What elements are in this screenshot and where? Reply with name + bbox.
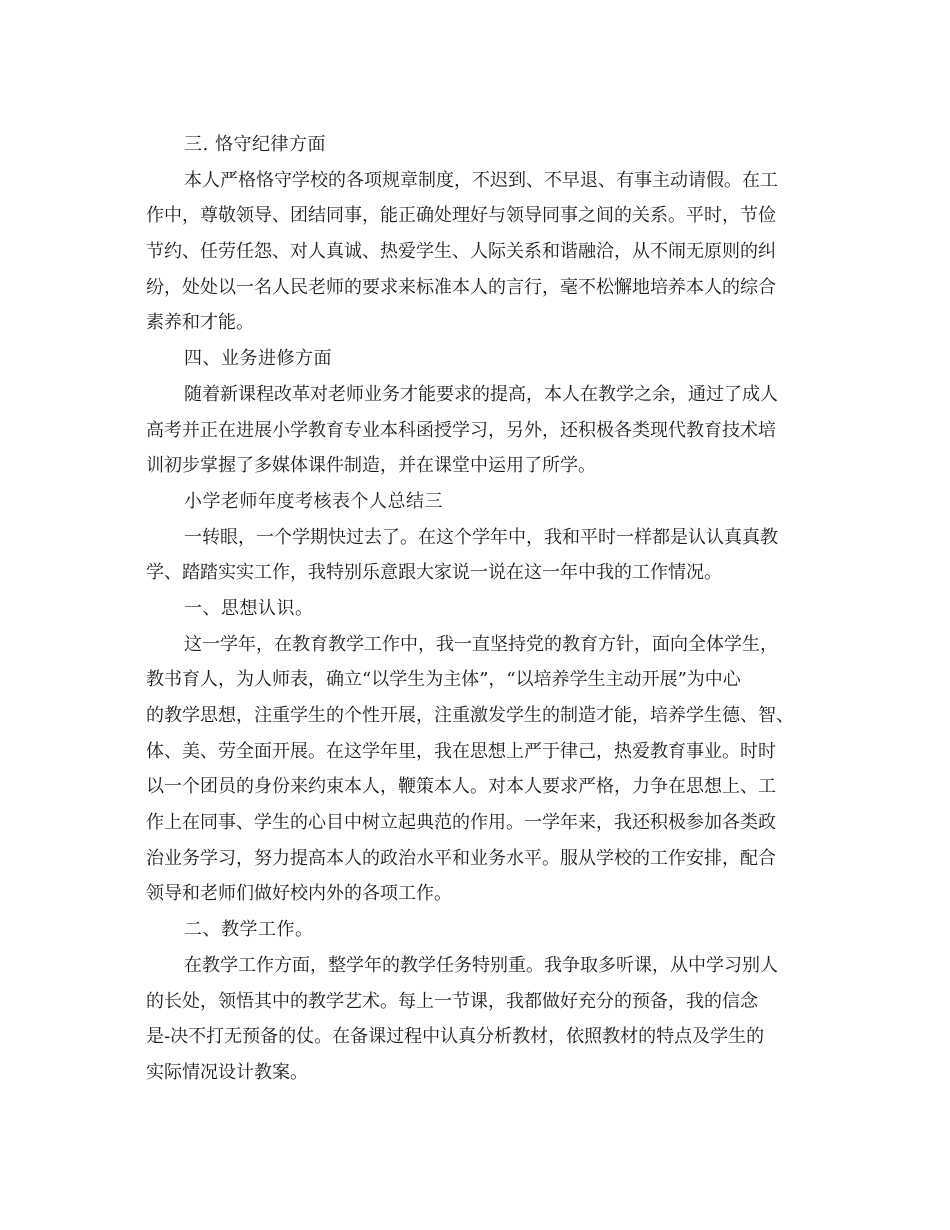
section-heading: 三. 恪守纪律方面 — [184, 134, 326, 155]
section-heading: 二、教学工作。 — [184, 919, 314, 941]
paragraph-line: 在教学工作方面，整学年的教学任务特别重。我争取多听课，从中学习别人 — [184, 954, 778, 976]
paragraph-line: 的教学思想，注重学生的个性开展，注重激发学生的制造才能，培养学生德、智、 — [146, 705, 794, 726]
paragraph-line: 作中，尊敬领导、团结同事，能正确处理好与领导同事之间的关系。平时，节俭 — [146, 205, 776, 227]
paragraph-line: 这一学年，在教育教学工作中，我一直坚持党的教育方针，面向全体学生， — [184, 633, 778, 655]
paragraph-line: 本人严格恪守学校的各项规章制度，不迟到、不早退、有事主动请假。在工 — [184, 169, 778, 191]
paragraph-line: 素养和才能。 — [146, 312, 254, 334]
document-body — [146, 127, 810, 1091]
paragraph-line: 体、美、劳全面开展。在这学年里，我在思想上严于律己，热爱教育事业。时时 — [146, 740, 776, 762]
paragraph-line: 作上在同事、学生的心目中树立起典范的作用。一学年来，我还积极参加各类政 — [146, 812, 776, 834]
paragraph-line: 高考并正在进展小学教育专业本科函授学习，另外，还积极各类现代教育技术培 — [146, 419, 776, 441]
paragraph-line: 的长处，领悟其中的教学艺术。每上一节课，我都做好充分的预备，我的信念 — [146, 990, 758, 1012]
paragraph-line: 训初步掌握了多媒体课件制造，并在课堂中运用了所学。 — [146, 455, 596, 477]
paragraph-line: 节约、任劳任怨、对人真诚、热爱学生、人际关系和谐融洽，从不闹无原则的纠 — [146, 241, 776, 263]
paragraph-line: 学、踏踏实实工作，我特别乐意跟大家说一说在这一年中我的工作情况。 — [146, 562, 722, 584]
paragraph-line: 是-决不打无预备的仗。在备课过程中认真分析教材，依照教材的特点及学生的 — [146, 1026, 765, 1048]
paragraph-line: 随着新课程改革对老师业务才能要求的提高，本人在教学之余，通过了成人 — [184, 383, 778, 405]
paragraph-line: 领导和老师们做好校内外的各项工作。 — [146, 883, 452, 905]
section-heading: 一、思想认识。 — [184, 597, 314, 619]
paragraph-line: 一转眼，一个学期快过去了。在这个学年中，我和平时一样都是认认真真教 — [184, 526, 778, 548]
section-heading: 四、业务进修方面 — [184, 348, 332, 370]
paragraph-line: 以一个团员的身份来约束本人，鞭策本人。对本人要求严格，力争在思想上、工 — [146, 776, 776, 798]
paragraph-line: 治业务学习，努力提高本人的政治水平和业务水平。服从学校的工作安排，配合 — [146, 847, 776, 869]
paragraph-line: 教书育人，为人师表，确立“以学生为主体”，“以培养学生主动开展”为中心 — [146, 669, 741, 691]
paragraph-line: 实际情况设计教案。 — [146, 1061, 308, 1083]
paragraph-line: 纷，处处以一名人民老师的要求来标准本人的言行，毫不松懈地培养本人的综合 — [146, 276, 776, 298]
section-heading: 小学老师年度考核表个人总结三 — [184, 490, 443, 512]
